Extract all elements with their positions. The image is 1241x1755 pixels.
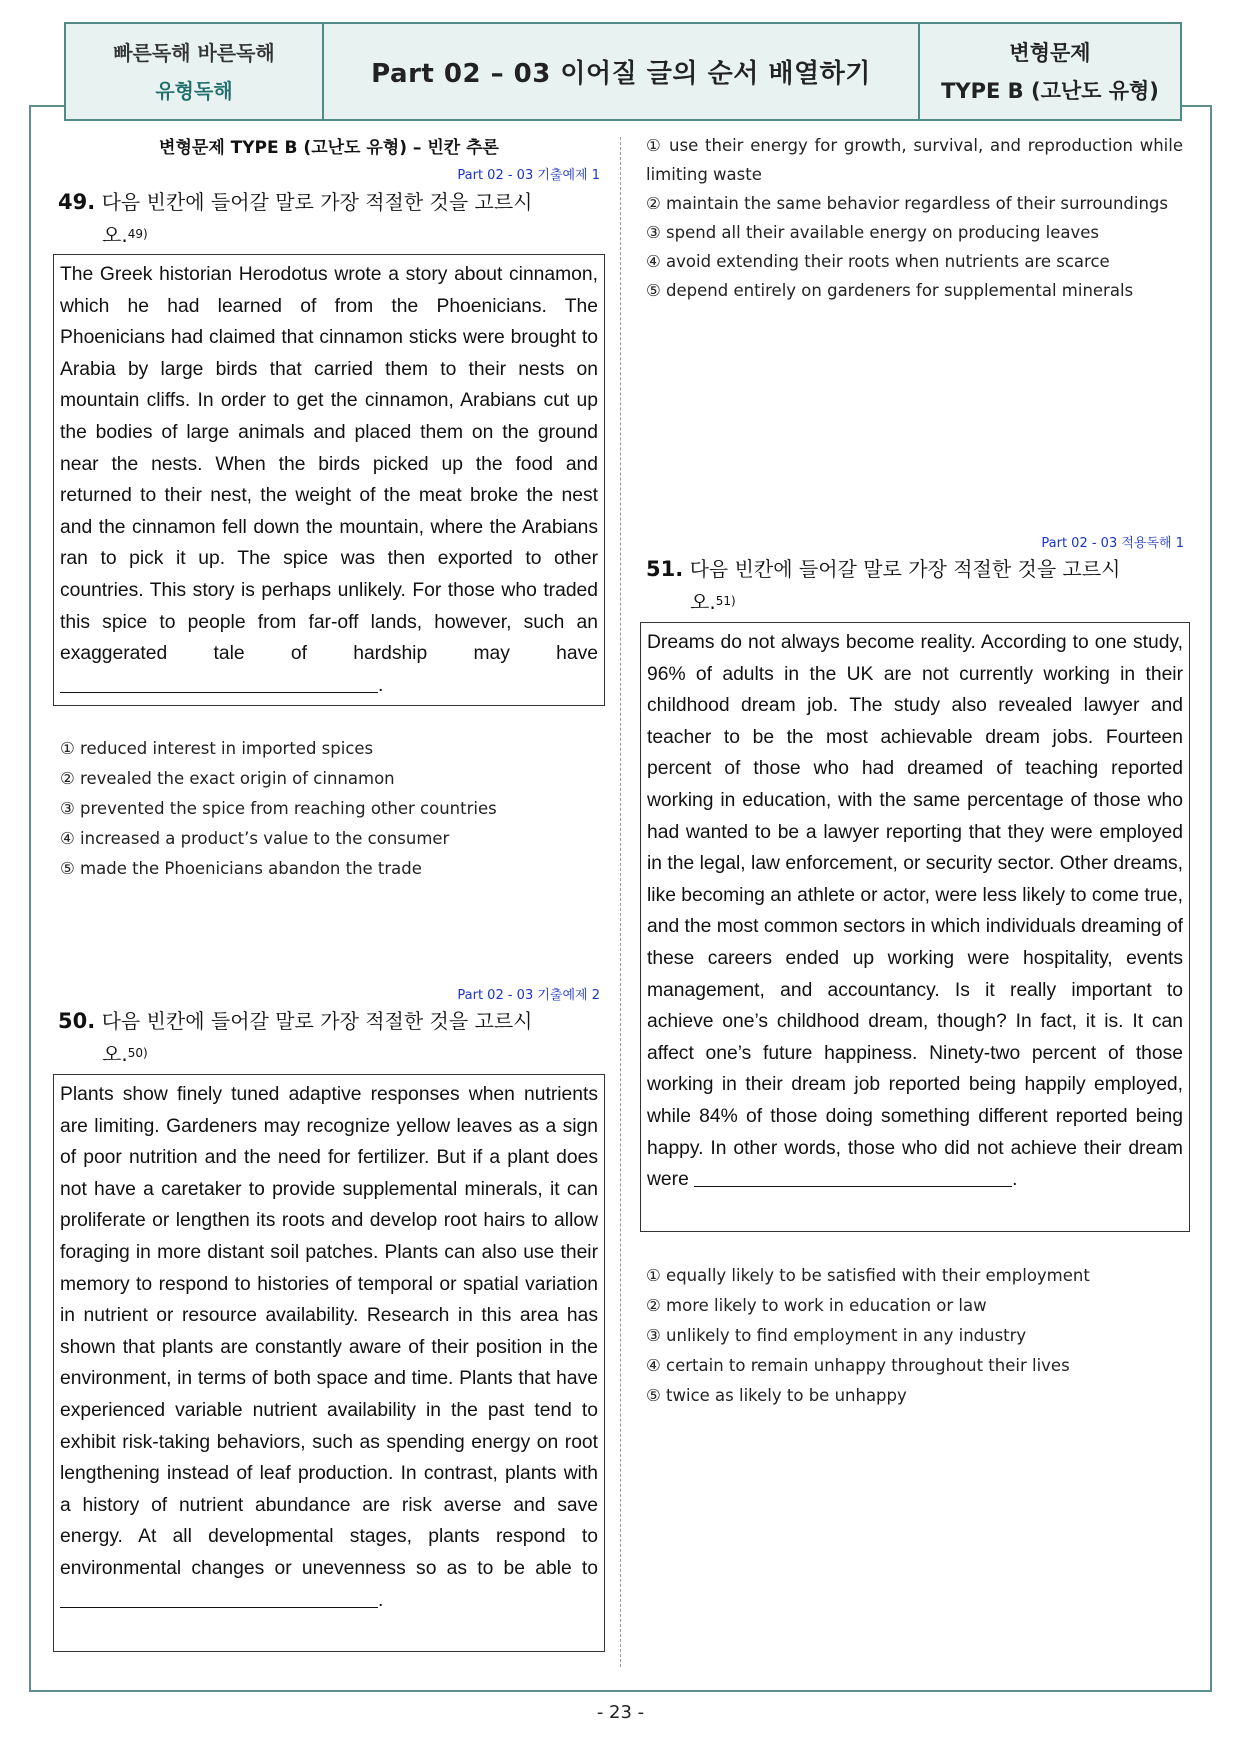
q50-prompt-cont	[58, 1037, 601, 1070]
problem-type: 변형문제	[1009, 40, 1091, 65]
header-title	[324, 24, 918, 119]
q51-number: 51.	[646, 557, 684, 581]
q51-source: Part 02 - 03 적용독해 1	[1041, 536, 1184, 551]
q51-option-1[interactable]: ① equally likely to be satisfied with their employment	[646, 1266, 1090, 1285]
q49-footnote: 49)	[127, 227, 148, 241]
q51-option-4[interactable]: ④ certain to remain unhappy throughout their lives	[646, 1356, 1070, 1375]
q50-blank	[60, 1588, 378, 1608]
q49-options	[60, 734, 605, 884]
q51-option-5[interactable]: ⑤ twice as likely to be unhappy	[646, 1386, 907, 1405]
q50-option-3[interactable]: ③ spend all their available energy on producing leaves	[646, 223, 1100, 242]
q50-prompt-text: 다음 빈칸에 들어갈 말로 가장 적절한 것을 고르시	[101, 1009, 533, 1033]
column-divider	[620, 137, 621, 1667]
q50-footnote: 50)	[127, 1046, 148, 1060]
q49-passage-box: The Greek historian Herodotus wrote a story about cinnamon, which he had learned of from the Phoenicians. The Phoenicians had claimed that cinnamon sticks were brought to Arabia by large birds that carried them to their nests on mountain cliffs. In order to get the cinnamon, Arabians cut up the bodies of large animals and placed them on the ground near the nests. When the birds picked up the food and returned to their nest, the weight of the meat broke the nest and the cinnamon fell down the mountain, where the Arabians ran to pick it up. The spice was then exported to other countries. This story is perhaps unlikely. For those who traded this spice to people from far-off lands, however, such an exaggerated tale of hardship may have .	[53, 254, 605, 706]
section-title: 변형문제 TYPE B (고난도 유형) – 빈칸 추론	[159, 138, 499, 158]
q51-option-3[interactable]: ③ unlikely to find employment in any industry	[646, 1326, 1027, 1345]
q49-option-4[interactable]: ④ increased a product’s value to the consumer	[60, 829, 450, 848]
q50-option-4[interactable]: ④ avoid extending their roots when nutrients are scarce	[646, 252, 1110, 271]
q49-option-1[interactable]: ① reduced interest in imported spices	[60, 739, 374, 758]
q49-option-5[interactable]: ⑤ made the Phoenicians abandon the trade	[60, 859, 422, 878]
q50-options	[646, 131, 1183, 305]
q51-prompt	[646, 553, 1184, 618]
q49-passage: The Greek historian Herodotus wrote a story about cinnamon, which he had learned of from the Phoenicians. The Phoenicians had claimed that cinnamon sticks were brought to Arabia by large birds that carried them to their nests on mountain cliffs. In order to get the cinnamon, Arabians cut up the bodies of large animals and placed them on the ground near the nests. When the birds picked up the food and returned to their nest, the weight of the meat broke the nest and the cinnamon fell down the mountain, where the Arabians ran to pick it up. The spice was then exported to other countries. This story is perhaps unlikely. For those who traded this spice to people from far-off lands, however, such an exaggerated tale of hardship may have	[60, 264, 598, 665]
q51-prompt-tail: 오.	[690, 590, 716, 614]
q49-option-2[interactable]: ② revealed the exact origin of cinnamon	[60, 769, 395, 788]
problem-level: TYPE B (고난도 유형)	[941, 78, 1159, 103]
chapter-title: Part 02 – 03 이어질 글의 순서 배열하기	[371, 59, 871, 89]
q49-prompt	[58, 186, 601, 251]
q49-prompt-text: 다음 빈칸에 들어갈 말로 가장 적절한 것을 고르시	[101, 190, 533, 214]
book-title: 빠른독해 바른독해	[113, 40, 275, 65]
page-header	[64, 22, 1182, 121]
q51-options	[646, 1261, 1186, 1411]
q50-option-2[interactable]: ② maintain the same behavior regardless of their surroundings	[646, 194, 1168, 213]
page-number: - 23 -	[596, 1702, 645, 1723]
header-right	[918, 24, 1180, 119]
header-left	[66, 24, 324, 119]
q50-option-1[interactable]: ① use their energy for growth, survival, and reproduction while limiting waste	[646, 136, 1183, 184]
q51-footnote: 51)	[715, 594, 736, 608]
q50-option-5[interactable]: ⑤ depend entirely on gardeners for supplemental minerals	[646, 281, 1134, 300]
q50-passage: Plants show finely tuned adaptive responses when nutrients are limiting. Gardeners may recognize yellow leaves as a sign of poor nutrition and the need for fertilizer. But if a plant does not have a caretaker to provide supplemental minerals, it can proliferate or lengthen its roots and develop root hairs to allow foraging in more distant soil patches. Plants can also use their memory to respond to histories of temporal or spatial variation in nutrient or resource availability. Research in this area has shown that plants are constantly aware of their position in the environment, in terms of both space and time. Plants that have experienced variable nutrient availability in the past tend to exhibit risk-taking behaviors, such as spending energy on root lengthening instead of leaf production. In contrast, plants with a history of nutrient abundance are risk averse and save energy. At all developmental stages, plants respond to environmental changes or unevenness so as to be able to	[60, 1084, 598, 1579]
q51-prompt-cont	[646, 585, 1184, 618]
q50-source: Part 02 - 03 기출예제 2	[457, 988, 600, 1003]
q49-blank	[60, 673, 378, 693]
q49-number: 49.	[58, 190, 96, 214]
q51-prompt-text: 다음 빈칸에 들어갈 말로 가장 적절한 것을 고르시	[689, 557, 1121, 581]
q51-blank	[694, 1167, 1012, 1187]
q49-source: Part 02 - 03 기출예제 1	[457, 168, 600, 183]
q49-prompt-tail: 오.	[102, 223, 128, 247]
q50-prompt-tail: 오.	[102, 1042, 128, 1066]
q51-option-2[interactable]: ② more likely to work in education or law	[646, 1296, 987, 1315]
q49-prompt-cont	[58, 218, 601, 251]
q50-number: 50.	[58, 1009, 96, 1033]
q49-option-3[interactable]: ③ prevented the spice from reaching other countries	[60, 799, 497, 818]
q51-passage-box: Dreams do not always become reality. According to one study, 96% of adults in the UK are not currently working in their childhood dream job. The study also revealed lawyer and teacher to be the most achievable dream jobs. Fourteen percent of those who had dreamed of teaching reported working in education, with the same percentage of those who had wanted to be a lawyer reporting that they were employed in the legal, law enforcement, or security sector. Other dreams, like becoming an athlete or actor, were less likely to come true, and the most common sectors in which individuals dreaming of these careers ended up working were hospitality, events management, and accountancy. Is it really important to achieve one’s childhood dream, though? In fact, it is. It can affect one’s future happiness. Ninety-two percent of those working in their dream job reported being happily employed, while 84% of those doing something different reported being happy. In other words, those who did not achieve their dream were .	[640, 622, 1190, 1232]
q50-passage-box: Plants show finely tuned adaptive responses when nutrients are limiting. Gardeners may recognize yellow leaves as a sign of poor nutrition and the need for fertilizer. But if a plant does not have a caretaker to provide supplemental minerals, it can proliferate or lengthen its roots and develop root hairs to allow foraging in more distant soil patches. Plants can also use their memory to respond to histories of temporal or spatial variation in nutrient or resource availability. Research in this area has shown that plants are constantly aware of their position in the environment, in terms of both space and time. Plants that have experienced variable nutrient availability in the past tend to exhibit risk-taking behaviors, such as spending energy on root lengthening instead of leaf production. In contrast, plants with a history of nutrient abundance are risk averse and save energy. At all developmental stages, plants respond to environmental changes or unevenness so as to be able to .	[53, 1074, 605, 1652]
book-subtitle: 유형독해	[155, 78, 233, 103]
q51-passage: Dreams do not always become reality. According to one study, 96% of adults in the UK are not currently working in their childhood dream job. The study also revealed lawyer and teacher to be the most achievable dream jobs. Fourteen percent of those who had dreamed of teaching reported working in education, with the same percentage of those who had wanted to be a lawyer reporting that they were employed in the legal, law enforcement, or security sector. Other dreams, like becoming an athlete or actor, were less likely to come true, and the most common sectors in which individuals dreaming of these careers ended up working were hospitality, events management, and accountancy. Is it really important to achieve one’s childhood dream, though? In fact, it is. It can affect one’s future happiness. Ninety-two percent of those working in their dream job reported being happily employed, while 84% of those doing something different reported being happy. In other words, those who did not achieve their dream were	[647, 632, 1183, 1191]
q50-prompt	[58, 1005, 601, 1070]
